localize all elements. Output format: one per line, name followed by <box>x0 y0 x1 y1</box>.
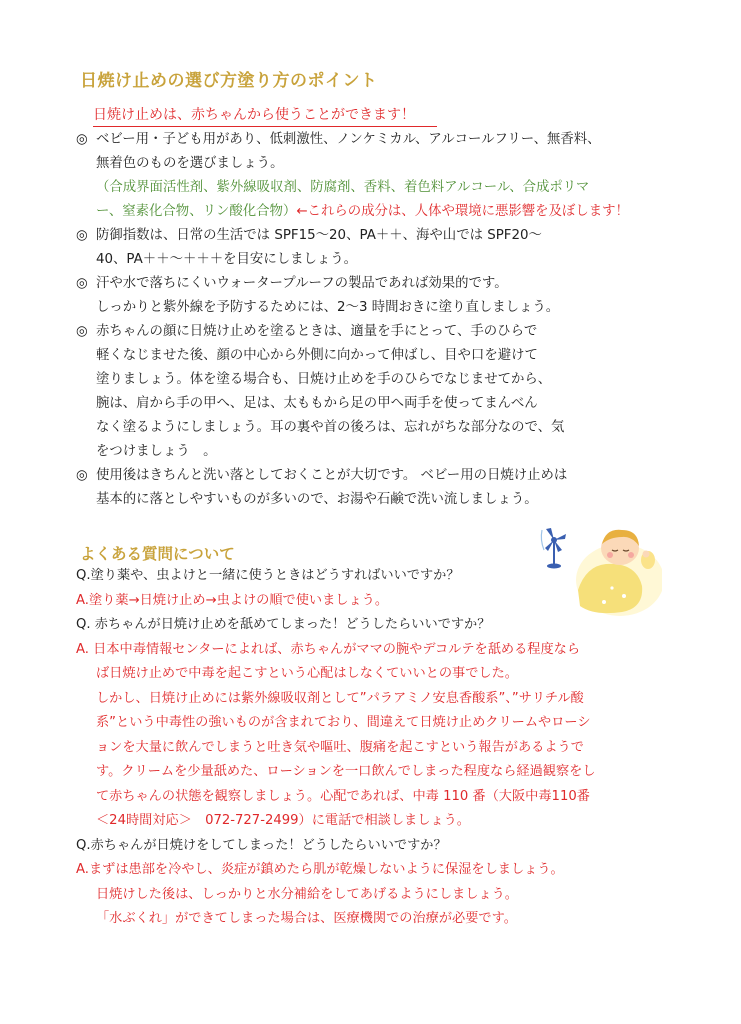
answer-line: A.まずは患部を冷やし、炎症が鎮めたら肌が乾燥しないように保湿をしましょう。 <box>76 862 564 877</box>
note-line <box>96 200 662 224</box>
faq-answer <box>76 638 662 834</box>
ingredient-note <box>76 176 662 224</box>
tip-line: 赤ちゃんの顔に日焼け止めを塗るときは、適量を手にとって、手のひらで <box>96 324 538 339</box>
bullet-mark: ◎ <box>76 276 88 291</box>
answer-line: 日焼けした後は、しっかりと水分補給をしてあげるようにしましょう。 <box>96 886 518 902</box>
page-title: 日焼け止めの選び方塗り方のポイント <box>80 71 378 91</box>
tip-line: なく塗るようにしましょう。耳の裏や首の後ろは、忘れがちな部分なので、気 <box>96 420 565 435</box>
bullet-mark: ◎ <box>76 324 88 339</box>
tip-item <box>76 128 662 176</box>
answer-line: しかし、日焼け止めには紫外線吸収剤として”パラアミノ安息香酸系”、”サリチル酸 <box>96 690 584 706</box>
bullet-mark: ◎ <box>76 132 88 147</box>
tip-line: 腕は、肩から手の甲へ、足は、太ももから足の甲へ両手を使ってまんべん <box>96 396 538 411</box>
tip-item <box>76 224 662 272</box>
answer-line: ＜24時間対応＞ 072-727-2499）に電話で相談しましょう。 <box>96 813 470 828</box>
tip-line: ベビー用・子ども用があり、低刺激性、ノンケミカル、アルコールフリー、無香料、 <box>96 132 601 147</box>
answer-line: ば日焼け止めで中毒を起こすという心配はしなくていいとの事でした。 <box>96 666 518 681</box>
faq-answer <box>76 589 662 614</box>
tip-line: をつけましょう 。 <box>96 444 217 459</box>
tip-line: しっかりと紫外線を予防するためには、2～3 時間おきに塗り直しましょう。 <box>96 300 560 315</box>
answer-line: て赤ちゃんの状態を観察しましょう。心配であれば、中毒 110 番（大阪中毒110番 <box>96 788 590 804</box>
answer-line: 「水ぶくれ」ができてしまった場合は、医療機関での治療が必要です。 <box>96 911 517 926</box>
faq-title: よくある質問について <box>80 545 235 563</box>
tip-line: 塗りましょう。体を塗る場合も、日焼け止めを手のひらでなじませてから、 <box>96 372 552 387</box>
answer-line: す。クリームを少量舐めた、ローションを一口飲んでしまった程度なら経過観察をし <box>96 764 596 779</box>
subtitle: 日焼け止めは、赤ちゃんから使うことができます！ <box>93 104 437 127</box>
note-ingredients: ー、窒素化合物、リン酸化合物） <box>96 204 297 219</box>
bullet-mark: ◎ <box>76 228 88 243</box>
tip-item <box>76 320 662 464</box>
tip-line: 40、PA＋＋～＋＋＋を目安にしましょう。 <box>96 252 358 267</box>
faq-question: Q. 赤ちゃんが日焼け止めを舐めてしまった！どうしたらいいですか？ <box>76 617 491 632</box>
tip-item <box>76 464 662 512</box>
note-line: （合成界面活性剤、紫外線吸収剤、防腐剤、香料、着色料アルコール、合成ポリマ <box>96 180 590 195</box>
tip-line: 軽くなじませた後、顔の中心から外側に向かって伸ばし、目や口を避けて <box>96 348 538 363</box>
answer-line: 系”という中毒性の強いものが含まれており、間違えて日焼け止めクリームやローシ <box>96 715 591 730</box>
faq-question: Q.赤ちゃんが日焼けをしてしまった！どうしたらいいですか？ <box>76 837 447 853</box>
tip-line: 防御指数は、日常の生活では SPF15～20、PA＋＋、海や山では SPF20～ <box>96 228 542 243</box>
answer-line: ョンを大量に飲んでしまうと吐き気や嘔吐、腹痛を起こすという報告があるようで <box>96 739 584 755</box>
note-warning: ←これらの成分は、人体や環境に悪影響を及ぼします！ <box>296 204 629 219</box>
tip-line: 使用後はきちんと洗い落としておくことが大切です。 ベビー用の日焼け止めは <box>96 468 568 483</box>
tip-line: 基本的に落としやすいものが多いので、お湯や石鹸で洗い流しましょう。 <box>96 492 538 507</box>
tip-line: 汗や水で落ちにくいウォータープルーフの製品であれば効果的です。 <box>96 276 508 291</box>
tip-line: 無着色のものを選びましょう。 <box>96 156 284 171</box>
bullet-mark: ◎ <box>76 468 88 483</box>
faq-answer <box>76 858 662 932</box>
answer-line: A. 日本中毒情報センターによれば、赤ちゃんがママの腕やデコルテを舐める程度なら <box>76 641 581 657</box>
tip-item <box>76 272 662 320</box>
tips-section <box>76 128 662 512</box>
faq-question: Q.塗り薬や、虫よけと一緒に使うときはどうすればいいですか？ <box>76 568 460 583</box>
faq-section <box>76 564 662 932</box>
answer-line: A.塗り薬→日焼け止め→虫よけの順で使いましょう。 <box>76 592 389 608</box>
